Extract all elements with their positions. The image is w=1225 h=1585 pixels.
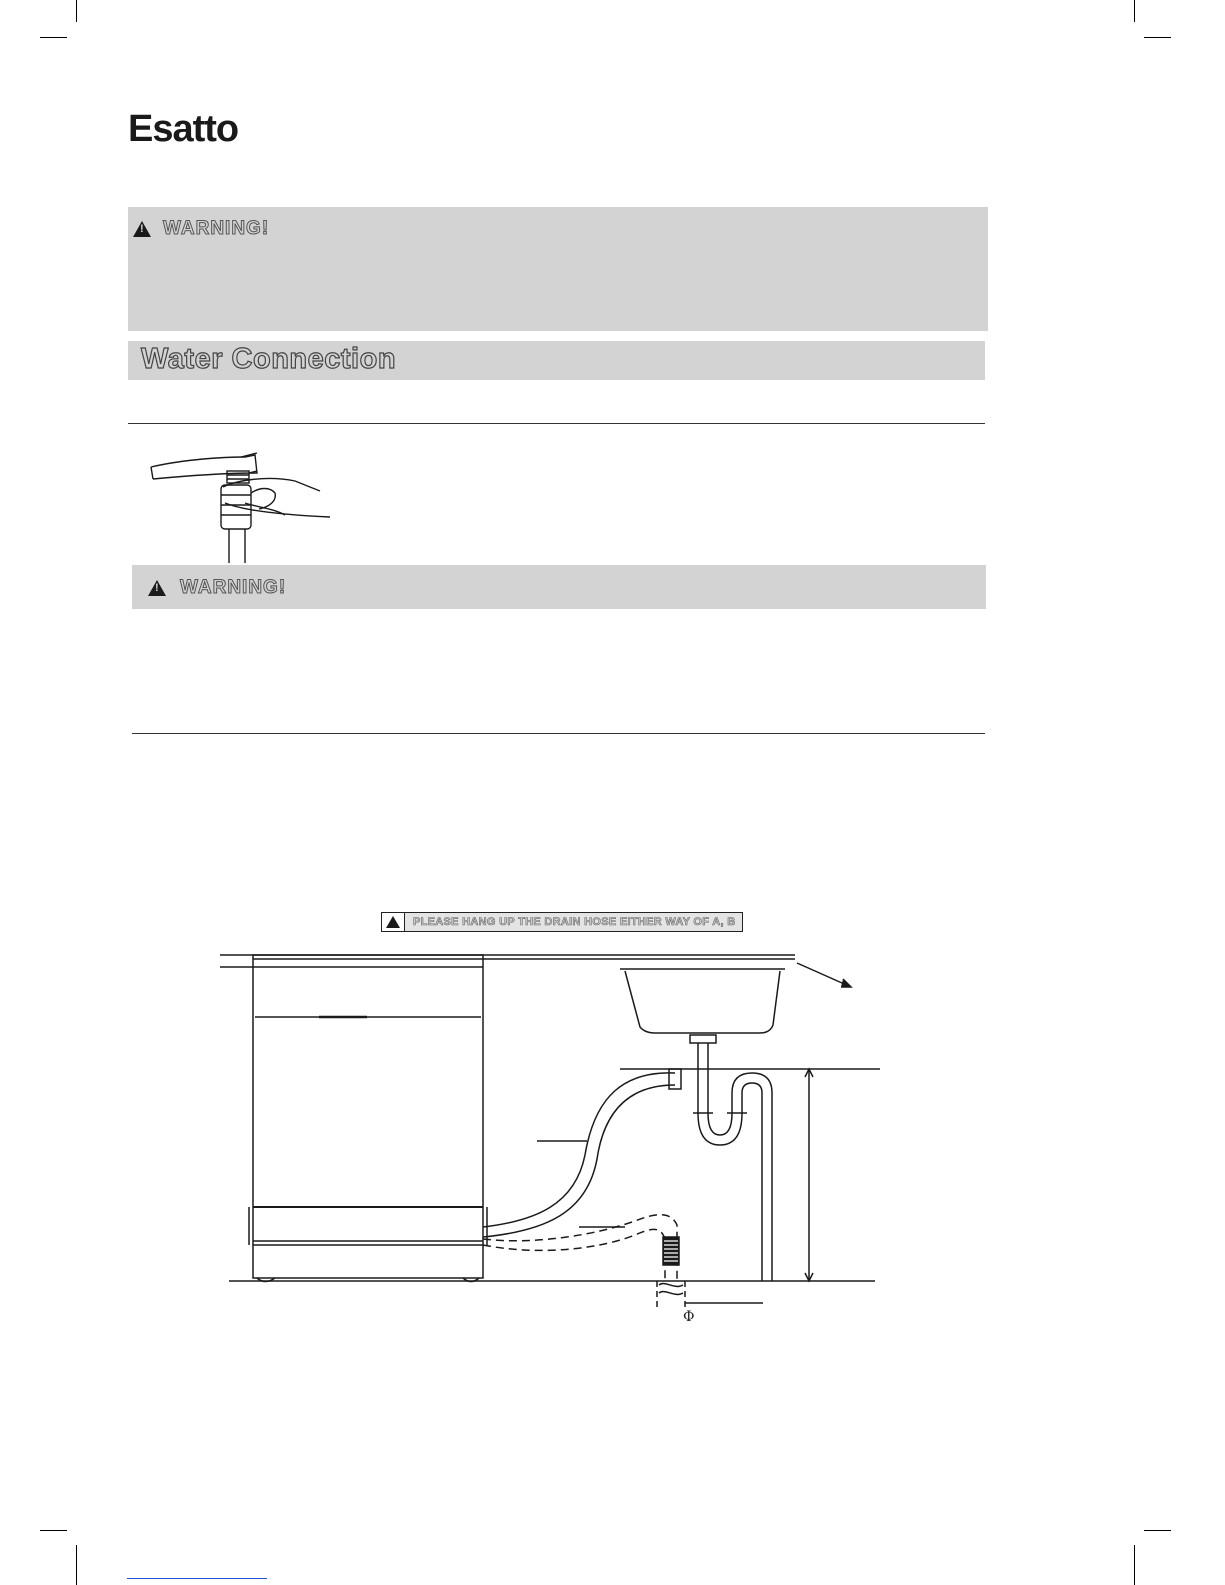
warning-box-top — [128, 207, 988, 331]
divider — [128, 423, 985, 424]
warning-icon — [133, 221, 151, 237]
warning-box-mid — [132, 565, 986, 609]
banner-text: PLEASE HANG UP THE DRAIN HOSE EITHER WAY OF A, B — [413, 916, 736, 928]
footer-link-underline[interactable] — [127, 1578, 267, 1579]
drain-hose-diagram — [215, 945, 895, 1325]
warning-icon — [382, 913, 405, 931]
warning-title: WARNING! — [163, 218, 270, 239]
divider — [132, 733, 985, 734]
warning-title: WARNING! — [180, 577, 287, 598]
warning-icon — [148, 580, 166, 596]
section-title: Water Connection — [141, 343, 397, 375]
drain-hose-banner — [381, 912, 743, 932]
diameter-symbol: Φ — [683, 1309, 695, 1325]
section-header — [128, 341, 985, 380]
faucet-hose-illustration — [145, 445, 335, 565]
brand-logo: Esatto — [128, 108, 239, 150]
